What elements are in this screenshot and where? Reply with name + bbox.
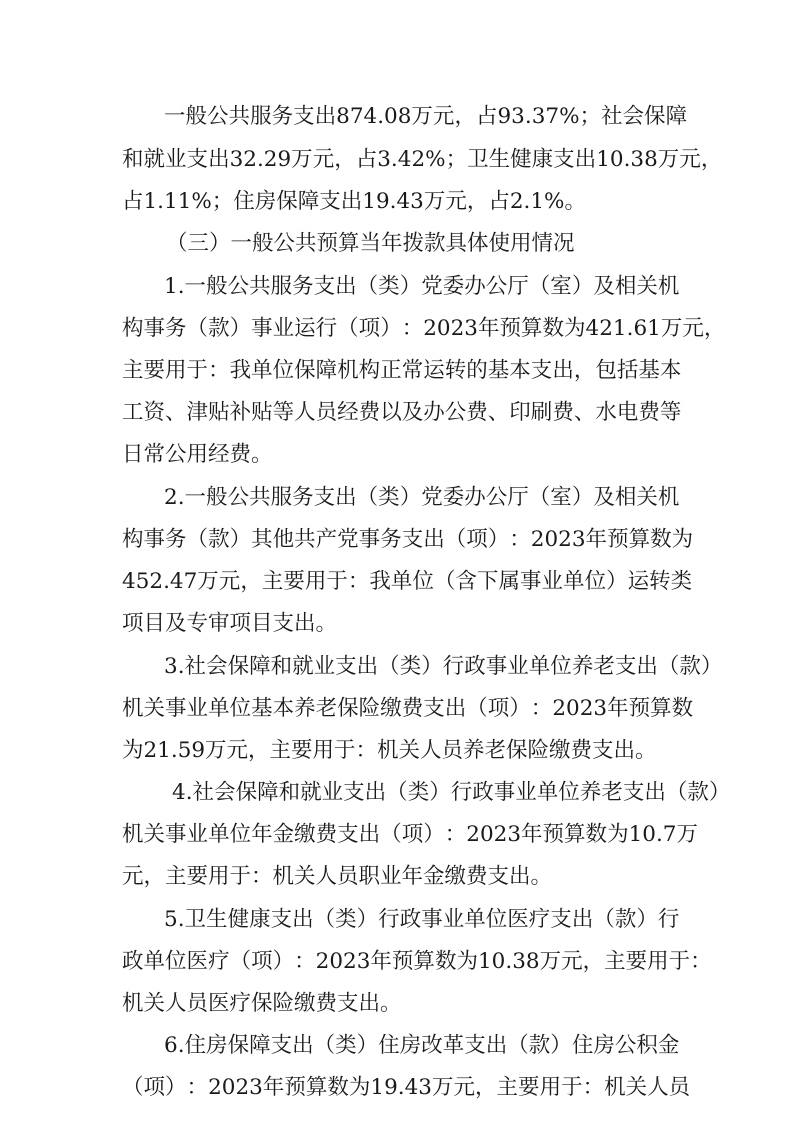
item-4-line-2: 机 关 事 业 单 位 年 金 缴 费 支 出 （ 项 ） ： 2 0 2 3 年 预 算 数 为 1 0 . 7 万: [122, 822, 698, 847]
item-6-line-2: （ 项 ） ： 2 0 2 3 年 预 算 数 为 1 9 . 4 3 万 元 ， 主 要 用 于 ： 机 关 人 员: [122, 1075, 691, 1100]
item-1-line-1: 1 . 一 般 公 共 服 务 支 出 （ 类 ） 党 委 办 公 厅 （ 室 ） 及 相 关 机: [164, 274, 680, 299]
item-2-line-1: 2 . 一 般 公 共 服 务 支 出 （ 类 ） 党 委 办 公 厅 （ 室 ） 及 相 关 机: [164, 485, 680, 510]
section-heading: （三）一般公共预算当年拨款具体使用情况: [166, 231, 575, 256]
summary-line-2: 和 就 业 支 出 3 2 . 2 9 万 元 ， 占 3 . 4 2 % ； 卫 生 健 康 支 出 1 0 . 3 8 万 元 ，: [122, 147, 723, 172]
item-3-line-1: 3 . 社 会 保 障 和 就 业 支 出 （ 类 ） 行 政 事 业 单 位 养 老 支 出 （ 款 ）: [164, 654, 723, 679]
item-1-line-5: 日常公用经费。: [122, 442, 273, 467]
item-3-line-3: 为21.59万元，主要用于：机关人员养老保险缴费支出。: [122, 738, 657, 763]
item-1-line-3: 主 要 用 于 ： 我 单 位 保 障 机 构 正 常 运 转 的 基 本 支 出 ， 包 括 基 本: [122, 358, 682, 383]
item-3-line-2: 机 关 事 业 单 位 基 本 养 老 保 险 缴 费 支 出 （ 项 ） ： 2 0 2 3 年 预 算 数: [122, 696, 694, 721]
item-6-line-1: 6 . 住 房 保 障 支 出 （ 类 ） 住 房 改 革 支 出 （ 款 ） 住 房 公 积 金: [164, 1033, 680, 1058]
item-5-line-2: 政 单 位 医 疗 （ 项 ） ： 2 0 2 3 年 预 算 数 为 1 0 . 3 8 万 元 ， 主 要 用 于 ：: [122, 949, 712, 974]
item-1-line-4: 工 资 、 津 贴 补 贴 等 人 员 经 费 以 及 办 公 费 、 印 刷 费 、 水 电 费 等: [122, 400, 682, 425]
summary-line-3: 占1.11%；住房保障支出19.43万元，占2.1%。: [122, 189, 586, 214]
item-2-line-3: 4 5 2 . 4 7 万 元 ， 主 要 用 于 ： 我 单 位 （ 含 下 属 事 业 单 位 ） 运 转 类: [122, 569, 693, 594]
item-5-line-1: 5 . 卫 生 健 康 支 出 （ 类 ） 行 政 事 业 单 位 医 疗 支 出 （ 款 ） 行: [164, 907, 680, 932]
item-1-line-2: 构 事 务 （ 款 ） 事 业 运 行 （ 项 ） ： 2 0 2 3 年 预 算 数 为 4 2 1 . 6 1 万 元 ，: [122, 316, 726, 341]
summary-line-1: 一 般 公 共 服 务 支 出 8 7 4 . 0 8 万 元 ， 占 9 3 . 3 7 % ； 社 会 保 障: [164, 104, 688, 129]
item-2-line-2: 构 事 务 （ 款 ） 其 他 共 产 党 事 务 支 出 （ 项 ） ： 2 0 2 3 年 预 算 数 为: [122, 527, 694, 552]
item-4-line-3: 元，主要用于：机关人员职业年金缴费支出。: [122, 864, 553, 889]
item-2-line-4: 项目及专审项目支出。: [122, 611, 338, 636]
item-5-line-3: 机关人员医疗保险缴费支出。: [122, 991, 402, 1016]
item-4-line-1: 4 . 社 会 保 障 和 就 业 支 出 （ 类 ） 行 政 事 业 单 位 养 老 支 出 （ 款 ）: [172, 780, 731, 805]
